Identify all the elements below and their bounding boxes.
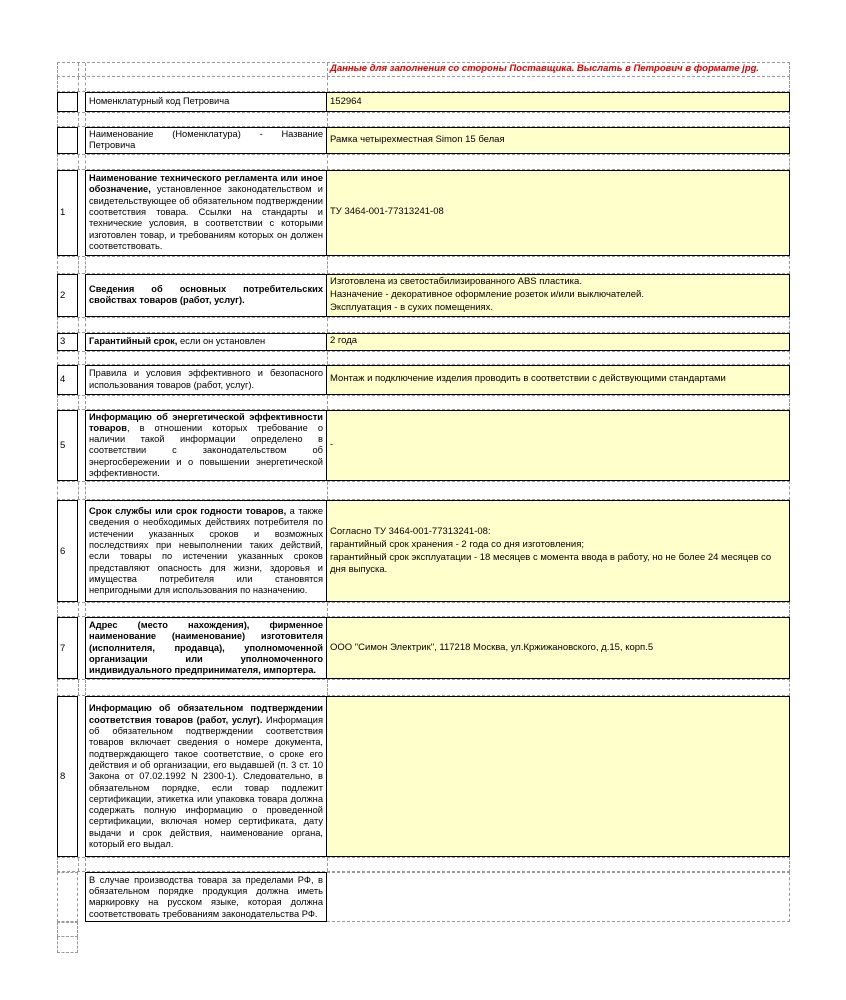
row-4-label: Правила и условия эффективного и безопасного использования товаров (работ, услуг). [85, 365, 327, 395]
row-number-cell: 6 [57, 500, 78, 602]
row-number-cell: 7 [57, 617, 78, 679]
row-7-field[interactable]: ООО "Симон Электрик", 117218 Москва, ул.Кржижановского, д.15, корп.5 [327, 617, 790, 679]
grid-row-empty [57, 679, 790, 696]
grid-row-empty [57, 112, 790, 127]
row-6-service-life [57, 500, 790, 602]
row-7-manufacturer-address [57, 617, 790, 679]
row-4-usage-rules [57, 365, 790, 395]
row-2-consumer-properties [57, 274, 790, 317]
product-name-label: Наименование (Номенклатура) - Название Петровича [85, 127, 327, 154]
row-2-field[interactable]: Изготовлена из светостабилизированного ABS пластика. Назначение - декоративное оформление розеток и/или выключателей. Эксплуатация - в сухих помещениях. [327, 274, 790, 317]
row-number-cell [57, 872, 78, 922]
row-product-name [57, 127, 790, 154]
row-8-conformity-confirmation [57, 696, 790, 857]
row-1-technical-regulation [57, 170, 790, 256]
grid-row-empty [57, 481, 790, 500]
row-number-cell: 8 [57, 696, 78, 857]
row-4-field[interactable]: Монтаж и подключение изделия проводить в соответствии с действующими стандартами [327, 365, 790, 395]
row-3-label: Гарантийный срок, если он установлен [85, 333, 327, 351]
row-number-cell: 5 [57, 410, 78, 482]
empty-grid-cell [57, 937, 78, 953]
row-2-label: Сведения об основных потребительских свойствах товаров (работ, услуг). [85, 274, 327, 317]
row-3-field[interactable]: 2 года [327, 333, 790, 351]
row-rf-marking-requirement [57, 872, 790, 922]
row-number-cell [57, 127, 78, 154]
marking-requirement-field[interactable] [327, 872, 790, 922]
row-number-cell: 1 [57, 170, 78, 256]
grid-row-note [57, 62, 790, 77]
grid-row-empty [57, 317, 790, 333]
row-5-energy-efficiency [57, 410, 790, 482]
empty-grid-cell [57, 922, 78, 937]
supplier-note: Данные для заполнения со стороны Поставщика. Выслать в Петрович в формате jpg. [330, 63, 760, 74]
grid-row-empty [57, 351, 790, 365]
row-number-cell: 3 [57, 333, 78, 351]
grid-row-empty [57, 77, 790, 92]
grid-row-empty [57, 602, 790, 617]
grid-row-empty [57, 154, 790, 170]
row-7-label: Адрес (место нахождения), фирменное наименование (наименование) изготовителя (исполнителя, продавца), уполномоченной организации или уполномоченного индивидуального предпринимателя, импортера. [85, 617, 327, 679]
grid-row-empty [57, 256, 790, 274]
row-1-field[interactable]: ТУ 3464-001-77313241-08 [327, 170, 790, 256]
row-3-warranty [57, 333, 790, 351]
row-number-cell [57, 92, 78, 112]
marking-requirement-label: В случае производства товара за пределами РФ, в обязательном порядке продукция должна иметь маркировку на русском языке, которая должна соответствовать требованиям законодательства РФ. [85, 872, 327, 922]
row-5-field[interactable]: - [327, 410, 790, 482]
nomenclature-code-field[interactable]: 152964 [327, 92, 790, 112]
row-6-field[interactable]: Согласно ТУ 3464-001-77313241-08: гарантийный срок хранения - 2 года со дня изготовления; гарантийный срок эксплуатации - 18 месяцев с момента ввода в работу, но не более 24 месяцев со дня выпуска. [327, 500, 790, 602]
row-5-label: Информацию об энергетической эффективности товаров, в отношении которых требование о наличии такой информации определено в соответствии с законодательством об энергосбережении и о повышении энергетической эффективности. [85, 410, 327, 482]
row-8-field[interactable] [327, 696, 790, 857]
row-8-label: Информацию об обязательном подтверждении соответствия товаров (работ, услуг). Информация об обязательном подтверждении соответствия товаров включает сведения о номере документа, подтверждающего такое соответствие, о сроке его действия и об организации, его выдавшей (п. 3 ст. 10 Закона от 07.02.1992 N 2300-1). Следовательно, в обязательном порядке, если товар подлежит сертификации, этикетка или упаковка товара должна содержать полную информацию о проведенной сертификации, включая номер сертификата, дату выдачи и срок действия, наименование органа, который его выдал. [85, 696, 327, 857]
row-6-label: Срок службы или срок годности товаров, а также сведения о необходимых действиях потребителя по истечении указанных сроков и возможных последствиях при невыполнении таких действий, если товары по истечении указанных сроков представляют опасность для жизни, здоровья и имущества потребителя или становятся непригодными для использования по назначению. [85, 500, 327, 602]
row-number-cell: 4 [57, 365, 78, 395]
supplier-form-table [57, 62, 790, 953]
row-nomenclature-code [57, 92, 790, 112]
row-number-cell: 2 [57, 274, 78, 317]
grid-row-empty [57, 395, 790, 410]
nomenclature-code-label: Номенклатурный код Петровича [85, 92, 327, 112]
product-name-field[interactable]: Рамка четырехместная Simon 15 белая [327, 127, 790, 154]
row-1-label: Наименование технического регламента или иное обозначение, установленное законодательством и свидетельствующее об обязательном подтверждении соответствия товара. Ссылки на стандарты и технические условия, в соответствии с которыми изготовлен товар, и требованиям которых он должен соответствовать. [85, 170, 327, 256]
grid-row-empty [57, 857, 790, 872]
